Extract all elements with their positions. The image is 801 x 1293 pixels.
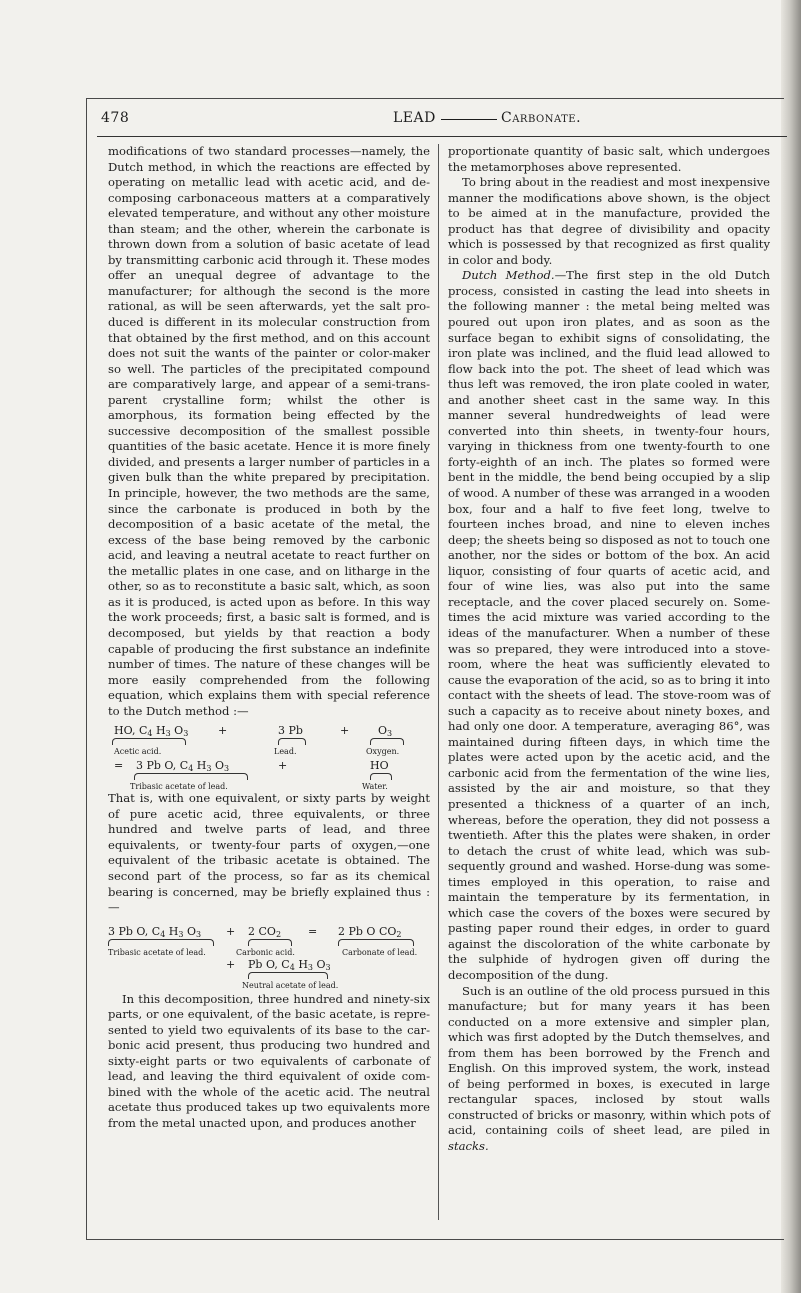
eq-term: 2 Pb O $CO_2$ [338, 924, 402, 939]
eq-label: Lead. [274, 747, 297, 757]
eq-label: Water. [362, 782, 388, 792]
left-column [108, 144, 430, 1132]
paragraph-text: Such is an outline of the old process pursued in this manufacture; but for many years it has been conducted on a more extensive and simpler plan, which was first adopted by the Dutch themselves, and from them has been borrowed by the French and English. On this improved system, the work, instead of being performed in boxes, is executed in large rectangular spaces, inclosed by stout walls constructed of bricks or masonry, within which pots of acid, containing coils of sheet lead, are piled in [448, 983, 770, 1138]
page-edge-shadow [781, 0, 801, 1293]
eq-plus: + [226, 957, 236, 971]
eq-label: Oxygen. [366, 747, 400, 757]
eq-plus: + [278, 759, 288, 773]
paragraph: proportionate quantity of basic salt, which undergoes the metamorphoses above represented. [448, 144, 770, 174]
paragraph: To bring about in the readiest and most inexpensive manner the modifications above shown, is the object to be aimed at in the manufacture, provided the product has that degree of divisibility and opacity which is possessed by that recognized as first quality in color and body. [448, 175, 770, 267]
eq-label: Neutral acetate of lead. [242, 980, 339, 990]
section-lead: Dutch Method. [462, 268, 555, 283]
running-title: LEAD [393, 110, 436, 126]
header-rule [97, 136, 787, 137]
paragraph: modifications of two standard processes—namely, the Dutch method, in which the reactions are effected by operating on metallic lead with acetic acid, and decomposing carbonaceous matters at a comparatively elevated temperature, and without any other moisture than steam; and the other, wherein the carbonate is thrown down from a solution of basic acetate of lead by transmitting carbonic acid through it. These modes offer an unequal degree of advantage to the manufacturer; for although the second is the more rational, as will be seen afterwards, yet the salt produced is different in its molecular construction from that obtained by the first method, and on this account does not suit the wants of the painter or color-maker so well. The particles of the precipitated compound are comparatively large, and appear of a semi-transparent crystalline form; whilst the other is amorphous, its formation being effected by the successive decomposition of the smallest possible quantities of the basic acetate. Hence it is more finely divided, and presents a larger number of particles in a given bulk than the white prepared by precipitation. In principle, however, the two methods are the same, since the carbonate is produced in both by the decomposition of a basic acetate of the metal, the excess of the base being removed by the carbonic acid, and leaving a neutral acetate to react further on the metallic plates in one case, and on litharge in the other, so as to reconstitute a basic salt, which, as soon as it is produced, is acted upon as before. In this way the work proceeds; first, a basic salt is formed, and is decomposed, but yields by that reaction a body capable of producing the first substance an indefinite number of times. The nature of these changes will be more easily comprehended from the following equation, which explains them with special reference to the Dutch method :— [108, 144, 430, 718]
eq-term: 3 Pb [278, 724, 303, 738]
running-subtitle: Carbonate. [501, 110, 582, 126]
paragraph [448, 984, 770, 1155]
paragraph: In this decomposition, three hundred and ninety-six parts, or one equivalent, of the basic acetate, is represented to yield two equivalents of its base to the carbonic acid present, thus producing two hundred and sixty-eight parts or two equivalents of carbonate of lead, and leaving the third equivalent of oxide combined with the whole of the acetic acid. The neutral acetate thus produced takes up two equivalents more from the metal unacted upon, and produces another [108, 991, 430, 1130]
eq-equals: = [308, 924, 318, 938]
paragraph-text: —The first step in the old Dutch process, consisted in casting the lead into sheets in the following manner : the metal being melted was poured out upon iron plates, and as soon as the surface began to exhibit signs of consolidating, the iron plate was inclined, and the fluid lead allowed to flow back into the pot. The sheet of lead which was thus left was removed, the iron plate cooled in water, and another sheet cast in the same way. In this manner several hundredweights of lead were converted into thin sheets, in twenty-four hours, varying in thickness from one twenty-fourth to one forty-eighth of an inch. The plates so formed were bent in the middle, the bend being occupied by a slip of wood. A number of these was arranged in a wooden box, four and a half to five feet long, twelve to fourteen inches broad, and nine to eleven inches deep; the sheets being so disposed as not to touch one another, nor the sides or bottom of the box. An acid liquor, consisting of four quarts of acetic acid, and four of wine lies, was also put into the same receptacle, and the cover placed securely on. Sometimes the acid mixture was varied according to the ideas of the manufacturer. When a number of these was so prepared, they were introduced into a stove-room, where the heat was sufficiently elevated to cause the evaporation of the acid, so as to bring it into contact with the sheets of lead. The stove-room was of such a capacity as to receive about ninety boxes, and had only one door. A temperature, averaging 86°, was maintained during fifteen days, in which time the plates were acted upon by the acetic acid, and the carbonic acid from the fermentation of the wine lies, assisted by the air and moisture, so that they presented a thickness of a quarter of an inch, whereas, before the operation, they did not possess a twentieth. After this the plates were shaken, in order to detach the crust of white lead, which was subsequently ground and washed. Horse-dung was sometimes employed in this operation, to raise and maintain the temperature by its fermentation, in which case the covers of the boxes were secured by pasting paper round their edges, in order to guard against the discoloration of the white carbonate by the sulphide of hydrogen given off during the decomposition of the dung. [448, 268, 770, 982]
running-header [101, 110, 766, 132]
eq-term: $O_3$ [378, 724, 393, 739]
eq-label: Tribasic acetate of lead. [108, 947, 206, 957]
eq-term: HO, $C_4$ $H_3$ $O_3$ [114, 724, 189, 739]
eq-term: Pb O, $C_4$ $H_3$ $O_3$ [248, 957, 331, 972]
column-separator [438, 144, 439, 1220]
eq-label: Tribasic acetate of lead. [130, 782, 228, 792]
title-dash [441, 119, 497, 120]
eq-term: 3 Pb O, $C_4$ $H_3$ $O_3$ [108, 924, 202, 939]
paragraph-dutch-method [448, 268, 770, 983]
paragraph: That is, with one equivalent, or sixty parts by weight of pure acetic acid, three equivalents, or three hundred and twelve parts of lead, and three equivalents, or twenty-four parts of oxygen,—one equivalent of the tribasic acetate is obtained. The second part of the process, so far as its chemical bearing is concerned, may be briefly explained thus :— [108, 791, 430, 915]
italic-word: stacks. [448, 1139, 489, 1153]
equation-decomposition [108, 924, 430, 990]
page-number: 478 [101, 110, 130, 126]
eq-label: Acetic acid. [114, 747, 162, 757]
eq-label: Carbonate of lead. [342, 947, 418, 957]
eq-term: 2 $CO_2$ [248, 924, 282, 939]
right-column [448, 144, 770, 1155]
eq-equals: = [114, 759, 124, 773]
eq-plus: + [340, 724, 350, 738]
eq-plus: + [226, 924, 236, 938]
eq-term: HO [370, 759, 389, 773]
eq-label: Carbonic acid. [236, 947, 295, 957]
eq-plus: + [218, 724, 228, 738]
eq-term: 3 Pb O, $C_4$ $H_3$ $O_3$ [136, 759, 230, 774]
equation-dutch-method [108, 723, 430, 792]
